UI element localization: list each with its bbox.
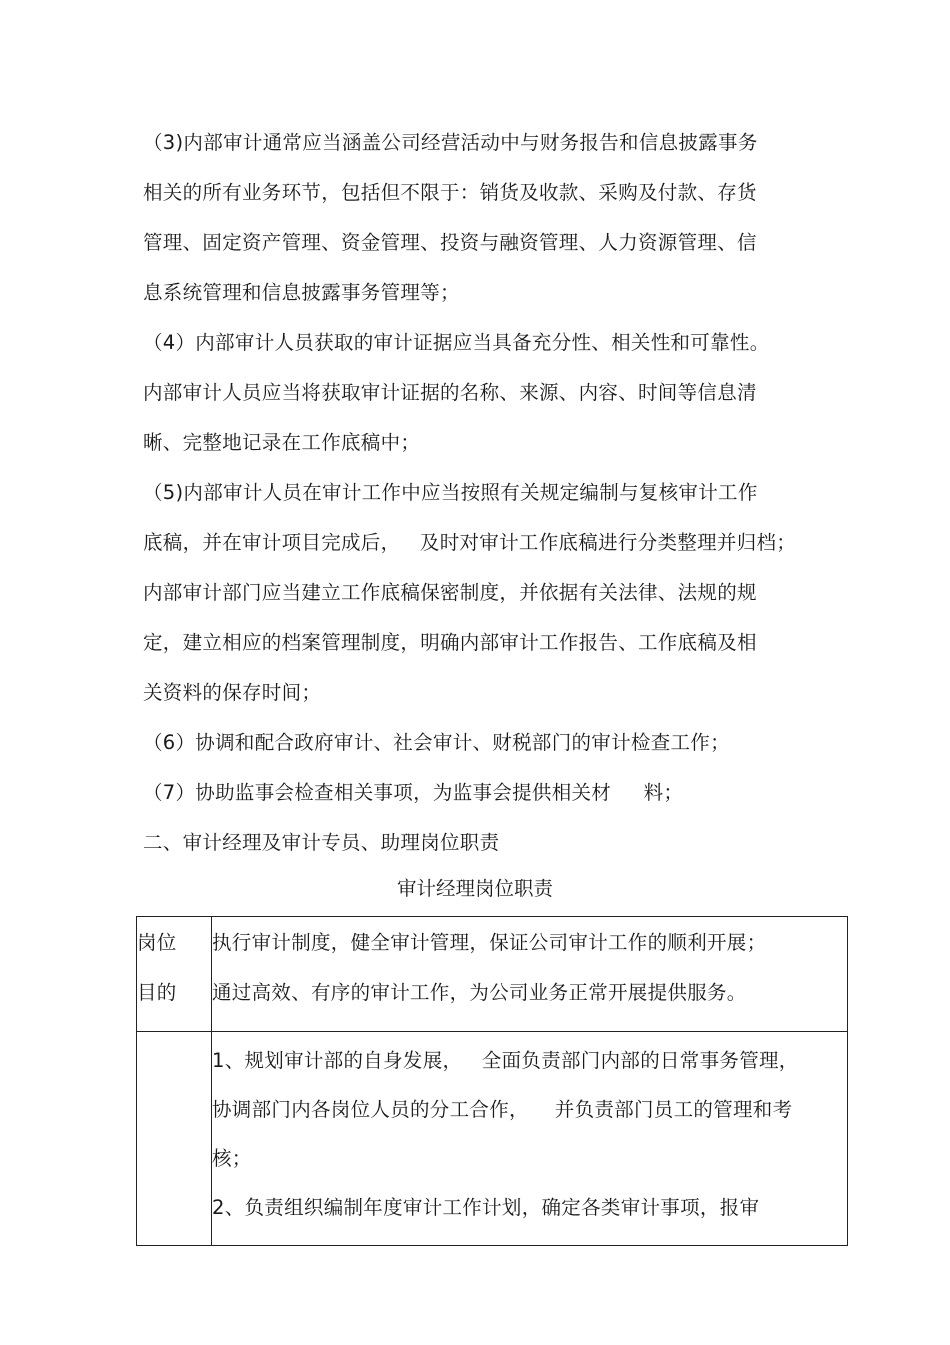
section-heading: 二、审计经理及审计专员、助理岗位职责 — [143, 831, 500, 854]
paragraph-line: （3)内部审计通常应当涵盖公司经营活动中与财务报告和信息披露事务 — [143, 131, 758, 154]
paragraph-line: 相关的所有业务环节，包括但不限于：销货及收款、采购及付款、存货 — [143, 181, 757, 204]
cell-text-line: 执行审计制度，健全审计管理，保证公司审计工作的顺利开展； — [212, 931, 767, 954]
row-content-cell — [212, 1032, 848, 1246]
paragraph-line: 管理、固定资产管理、资金管理、投资与融资管理、人力资源管理、信 — [143, 231, 757, 254]
table-row — [137, 917, 848, 1032]
paragraph-line: 内部审计人员应当将获取审计证据的名称、来源、内容、时间等信息清 — [143, 381, 757, 404]
table-row — [137, 1032, 848, 1246]
table-title: 审计经理岗位职责 — [396, 877, 553, 900]
cell-text-line: 2、负责组织编制年度审计工作计划，确定各类审计事项，报审 — [212, 1196, 760, 1219]
row-label-cell — [137, 917, 212, 1032]
paragraph-line: （6）协调和配合政府审计、社会审计、财税部门的审计检查工作； — [143, 731, 730, 754]
duty-table — [136, 916, 848, 1246]
paragraph-line: 息系统管理和信息披露事务管理等； — [143, 281, 460, 304]
paragraph-line: （4）内部审计人员获取的审计证据应当具备充分性、相关性和可靠性。 — [143, 331, 770, 354]
paragraph-line: （5)内部审计人员在审计工作中应当按照有关规定编制与复核审计工作 — [143, 481, 758, 504]
paragraph-line: （7）协助监事会检查相关事项，为监事会提供相关材 料； — [143, 781, 684, 804]
paragraph-line: 内部审计部门应当建立工作底稿保密制度，并依据有关法律、法规的规 — [143, 581, 757, 604]
cell-text-line: 协调部门内各岗位人员的分工合作， 并负责部门员工的管理和考 — [212, 1098, 793, 1121]
paragraph-line: 底稿，并在审计项目完成后， 及时对审计工作底稿进行分类整理并归档； — [143, 531, 797, 554]
paragraph-line: 定，建立相应的档案管理制度，明确内部审计工作报告、工作底稿及相 — [143, 631, 757, 654]
row-content-cell — [212, 917, 848, 1032]
paragraph-line: 晰、完整地记录在工作底稿中； — [143, 431, 421, 454]
paragraph-line: 关资料的保存时间； — [143, 681, 322, 704]
cell-text-line: 核； — [212, 1147, 252, 1170]
cell-text-line: 1、规划审计部的自身发展， 全面负责部门内部的日常事务管理， — [212, 1049, 799, 1072]
cell-text-line: 通过高效、有序的审计工作，为公司业务正常开展提供服务。 — [212, 981, 747, 1004]
row-label-cell — [137, 1032, 212, 1246]
row-label: 目的 — [137, 981, 177, 1004]
row-label: 岗位 — [137, 931, 177, 954]
